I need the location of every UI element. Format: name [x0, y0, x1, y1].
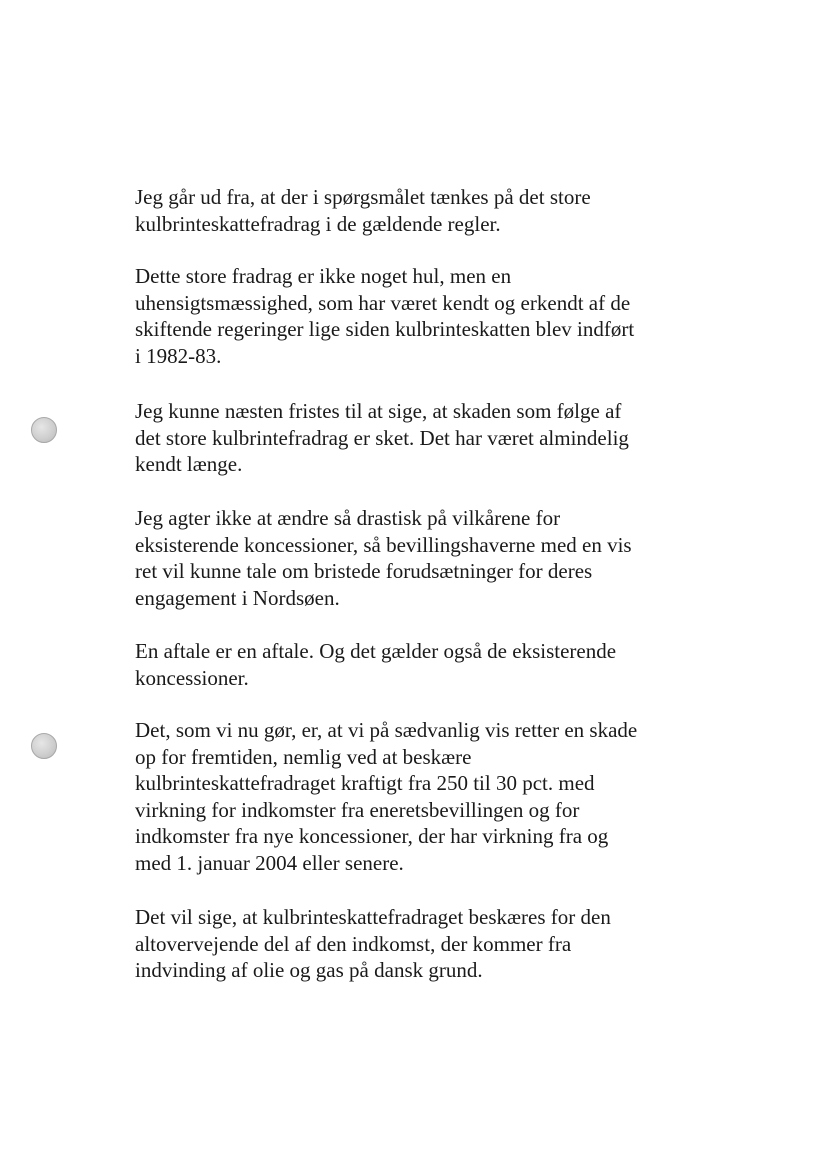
text-line: op for fremtiden, nemlig ved at beskære [135, 744, 472, 769]
text-line: koncessioner. [135, 665, 249, 690]
paragraph [135, 717, 705, 876]
text-line: Det vil sige, at kulbrinteskattefradraget beskæres for den [135, 905, 611, 929]
text-line: engagement i Nordsøen. [135, 585, 340, 610]
paragraph [135, 638, 698, 691]
text-line: En aftale er en aftale. Og det gælder også de eksisterende [135, 639, 617, 663]
text-line: kulbrinteskattefradraget kraftigt fra 250 til 30 pct. med [135, 771, 595, 795]
text-line: Jeg kunne næsten fristes til at sige, at skaden som følge af [135, 399, 622, 423]
text-line: indkomster fra nye koncessioner, der har virkning fra og [135, 824, 609, 848]
text-line: kendt længe. [135, 452, 243, 476]
text-line: Jeg agter ikke at ændre så drastisk på vilkårene for [135, 506, 561, 530]
text-line: i 1982-83. [135, 343, 222, 368]
paragraph [135, 398, 698, 478]
punch-hole-top [31, 417, 57, 443]
text-line: skiftende regeringer lige siden kulbrinteskatten blev indført [135, 317, 635, 341]
text-line: indvinding af olie og gas på dansk grund. [135, 958, 483, 982]
text-line: ret vil kunne tale om bristede forudsætninger for deres [135, 559, 593, 583]
punch-hole-bottom [31, 733, 57, 759]
paragraph [135, 263, 698, 369]
text-line: Dette store fradrag er ikke noget hul, men en [135, 264, 512, 288]
text-line: Det, som vi nu gør, er, at vi på sædvanlig vis retter en skade [135, 718, 638, 742]
text-line: uhensigtsmæssighed, som har været kendt og erkendt af de [135, 290, 631, 315]
text-line: altovervejende del af den indkomst, der kommer fra [135, 931, 572, 956]
text-line: det store kulbrintefradrag er sket. Det har været almindelig [135, 425, 629, 450]
text-line: virkning for indkomster fra eneretsbevillingen og for [135, 797, 580, 822]
paragraph [135, 904, 698, 984]
text-line: kulbrinteskattefradrag i de gældende regler. [135, 211, 501, 236]
paragraph [135, 505, 698, 611]
text-line: eksisterende koncessioner, så bevillingshaverne med en vis [135, 532, 632, 557]
text-line: Jeg går ud fra, at der i spørgsmålet tænkes på det store [135, 185, 591, 209]
paragraph [135, 184, 673, 237]
text-line: med 1. januar 2004 eller senere. [135, 850, 404, 875]
